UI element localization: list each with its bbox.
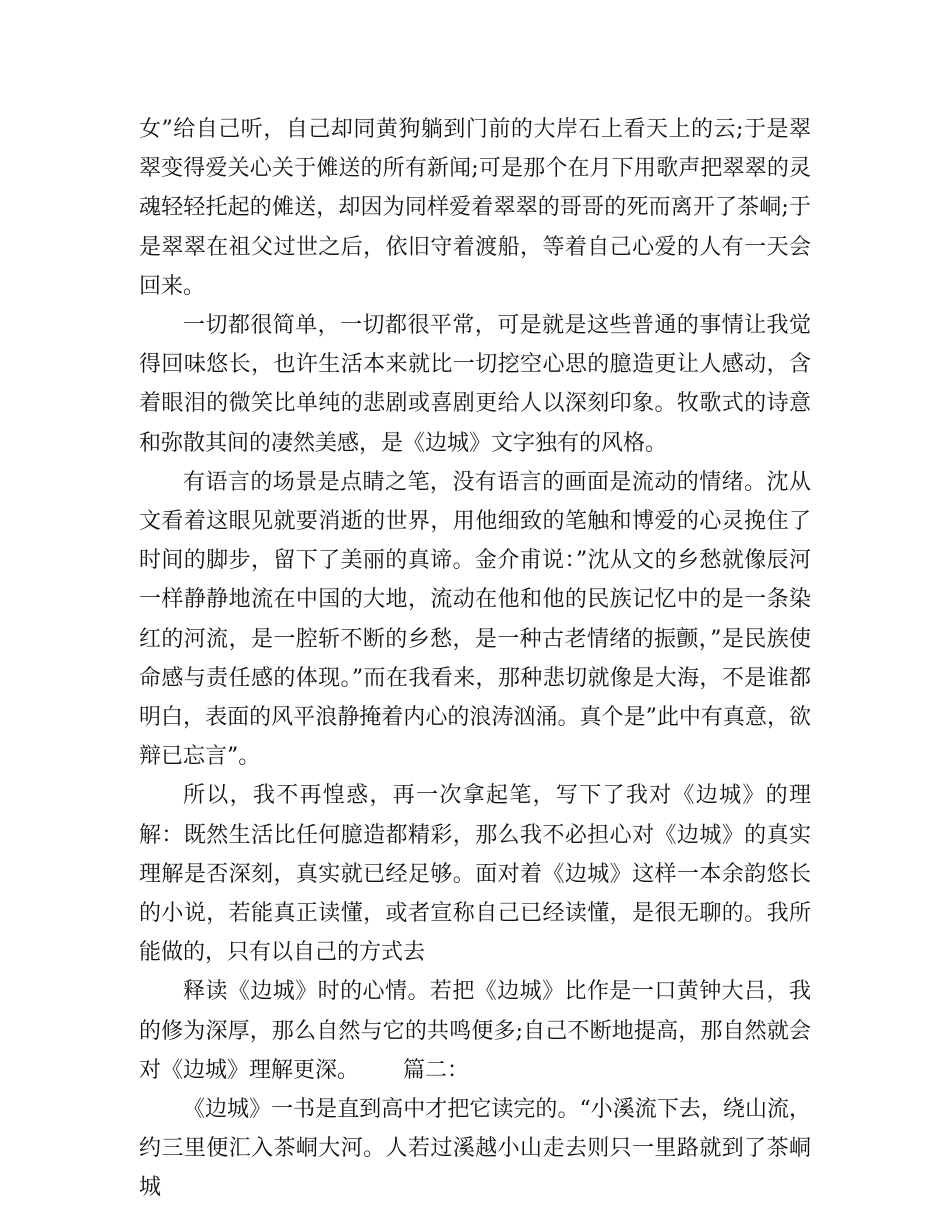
- paragraph-text: 释读《边城》时的心情。若把《边城》比作是一口黄钟大吕，我的修为深厚，那么自然与它的共鸣便多;自己不断地提高，那自然就会对《边城》理解更深。: [139, 979, 811, 1083]
- paragraph: 有语言的场景是点睛之笔，没有语言的画面是流动的情绪。沈从文看着这眼见就要消逝的世界，用他细致的笔触和博爱的心灵挽住了时间的脚步，留下了美丽的真谛。金介甫说：”沈从文的乡愁就像辰河一样静静地流在中国的大地，流动在他和他的民族记忆中的是一条染红的河流，是一腔斩不断的乡愁，是一种古老情绪的振颤，”是民族使命感与责任感的体现。”而在我看来，那种悲切就像是大海，不是谁都明白，表面的风平浪静掩着内心的浪涛汹涌。真个是”此中有真意，欲辩已忘言”。: [139, 469, 811, 770]
- paragraph: 一切都很简单，一切都很平常，可是就是这些普通的事情让我觉得回味悠长，也许生活本来就比一切挖空心思的臆造更让人感动，含着眼泪的微笑比单纯的悲剧或喜剧更给人以深刻印象。牧歌式的诗意和弥散其间的凄然美感，是《边城》文字独有的风格。: [139, 313, 811, 456]
- paragraph: 《边城》一书是直到高中才把它读完的。“小溪流下去，绕山流，约三里便汇入茶峒大河。人若过溪越小山走去则只一里路就到了茶峒城: [139, 1097, 811, 1201]
- paragraph-continued: 女”给自己听，自己却同黄狗躺到门前的大岸石上看天上的云;于是翠翠变得爱关心关于傩送的所有新闻;可是那个在月下用歌声把翠翠的灵魂轻轻托起的傩送，却因为同样爱着翠翠的哥哥的死而离开了茶峒;于是翠翠在祖父过世之后，依旧守着渡船，等着自己心爱的人有一天会回来。: [139, 117, 811, 299]
- paragraph: 所以，我不再惶惑，再一次拿起笔，写下了我对《边城》的理解：既然生活比任何臆造都精彩，那么我不必担心对《边城》的真实理解是否深刻，真实就已经足够。面对着《边城》这样一本余韵悠长的小说，若能真正读懂，或者宣称自己已经读懂，是很无聊的。我所能做的，只有以自己的方式去: [139, 783, 811, 966]
- document-body: [139, 110, 811, 1208]
- section-heading: 篇二：: [403, 1057, 470, 1083]
- paragraph: [139, 972, 811, 1090]
